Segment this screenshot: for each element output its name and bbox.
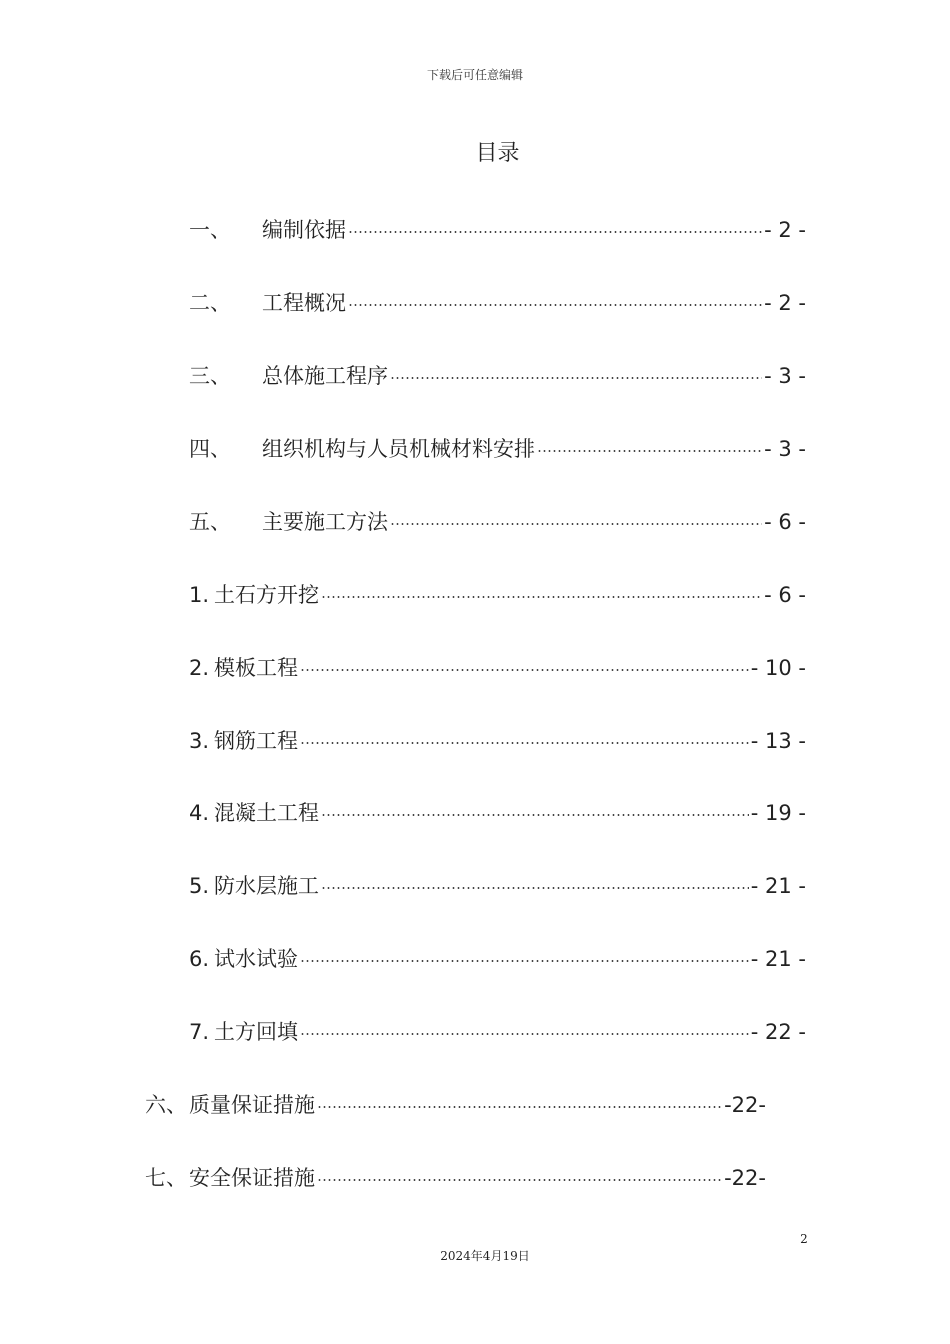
toc-entry-number: 3. bbox=[189, 729, 210, 753]
toc-entry[interactable] bbox=[145, 1084, 766, 1117]
dot-leader bbox=[300, 720, 749, 748]
toc-entry[interactable] bbox=[189, 792, 806, 825]
toc-entry-page: - 6 - bbox=[764, 583, 806, 607]
toc-entry-label: 主要施工方法 bbox=[262, 510, 388, 534]
toc-entry-page: - 3 - bbox=[764, 437, 806, 461]
toc-entry-number: 1. bbox=[189, 583, 210, 607]
dot-leader bbox=[300, 938, 749, 966]
toc-entry-number: 7. bbox=[189, 1020, 210, 1044]
toc-entry-number: 五、 bbox=[189, 510, 231, 534]
dot-leader bbox=[300, 1011, 749, 1039]
toc-entry-label: 试水试验 bbox=[214, 947, 298, 971]
toc-entry-number: 二、 bbox=[189, 291, 231, 315]
toc-entry-number: 四、 bbox=[189, 437, 231, 461]
toc-entry-label: 质量保证措施 bbox=[189, 1093, 315, 1117]
toc-entry[interactable] bbox=[189, 865, 806, 898]
toc-entry-label: 土石方开挖 bbox=[214, 583, 319, 607]
toc-entry[interactable] bbox=[189, 355, 806, 388]
toc-entry-page: - 2 - bbox=[764, 291, 806, 315]
toc-entry-label: 钢筋工程 bbox=[214, 729, 298, 753]
toc-entry-page: - 21 - bbox=[750, 947, 806, 971]
toc-entry-page: - 6 - bbox=[764, 510, 806, 534]
toc-entry-label: 工程概况 bbox=[262, 291, 346, 315]
toc-entry-page: - 10 - bbox=[750, 656, 806, 680]
toc-entry-page: - 19 - bbox=[750, 801, 806, 825]
toc-entry-page: - 21 - bbox=[750, 874, 806, 898]
dot-leader bbox=[537, 428, 762, 456]
dot-leader bbox=[321, 792, 749, 820]
toc-entry-number: 2. bbox=[189, 656, 210, 680]
dot-leader bbox=[317, 1157, 722, 1185]
dot-leader bbox=[317, 1084, 722, 1112]
dot-leader bbox=[390, 501, 762, 529]
toc-entry-label: 防水层施工 bbox=[214, 874, 319, 898]
toc-entry-label: 土方回填 bbox=[214, 1020, 298, 1044]
toc-entry-page: -22- bbox=[724, 1166, 766, 1190]
toc-entry-number: 六、 bbox=[145, 1093, 187, 1117]
dot-leader bbox=[348, 209, 762, 237]
dot-leader bbox=[390, 355, 762, 383]
toc-entry[interactable] bbox=[189, 720, 806, 753]
toc-entry[interactable] bbox=[189, 938, 806, 971]
toc-entry[interactable] bbox=[189, 574, 806, 607]
toc-entry-label: 组织机构与人员机械材料安排 bbox=[262, 437, 535, 461]
toc-entry[interactable] bbox=[189, 501, 806, 534]
toc-entry-number: 5. bbox=[189, 874, 210, 898]
toc-entry-number: 4. bbox=[189, 801, 210, 825]
toc-entry[interactable] bbox=[189, 282, 806, 315]
dot-leader bbox=[300, 647, 749, 675]
toc-entry-number: 6. bbox=[189, 947, 210, 971]
toc-entry-page: - 2 - bbox=[764, 218, 806, 242]
toc-entry-number: 三、 bbox=[189, 364, 231, 388]
toc-entry-label: 模板工程 bbox=[214, 656, 298, 680]
toc-entry[interactable] bbox=[189, 209, 806, 242]
toc-entry[interactable] bbox=[189, 1011, 806, 1044]
toc-entry[interactable] bbox=[145, 1157, 766, 1190]
toc-entry-label: 混凝土工程 bbox=[214, 801, 319, 825]
toc-entry-number: 七、 bbox=[145, 1166, 187, 1190]
toc-entry[interactable] bbox=[189, 647, 806, 680]
toc-entry-number: 一、 bbox=[189, 218, 231, 242]
toc-entry-page: - 3 - bbox=[764, 364, 806, 388]
page-header: 下载后可任意编辑 bbox=[426, 68, 523, 82]
toc-entry-page: - 13 - bbox=[750, 729, 806, 753]
toc-entry-label: 总体施工程序 bbox=[262, 364, 388, 388]
dot-leader bbox=[321, 865, 749, 893]
page-number: 2 bbox=[800, 1232, 808, 1246]
toc-entry-page: -22- bbox=[724, 1093, 766, 1117]
dot-leader bbox=[348, 282, 762, 310]
dot-leader bbox=[321, 574, 762, 602]
toc-entry-page: - 22 - bbox=[750, 1020, 806, 1044]
toc-entry-label: 编制依据 bbox=[262, 218, 346, 242]
toc-title: 目录 bbox=[475, 141, 520, 166]
footer-date: 2024年4月19日 bbox=[440, 1249, 530, 1263]
toc-entry[interactable] bbox=[189, 428, 806, 461]
toc-entry-label: 安全保证措施 bbox=[189, 1166, 315, 1190]
